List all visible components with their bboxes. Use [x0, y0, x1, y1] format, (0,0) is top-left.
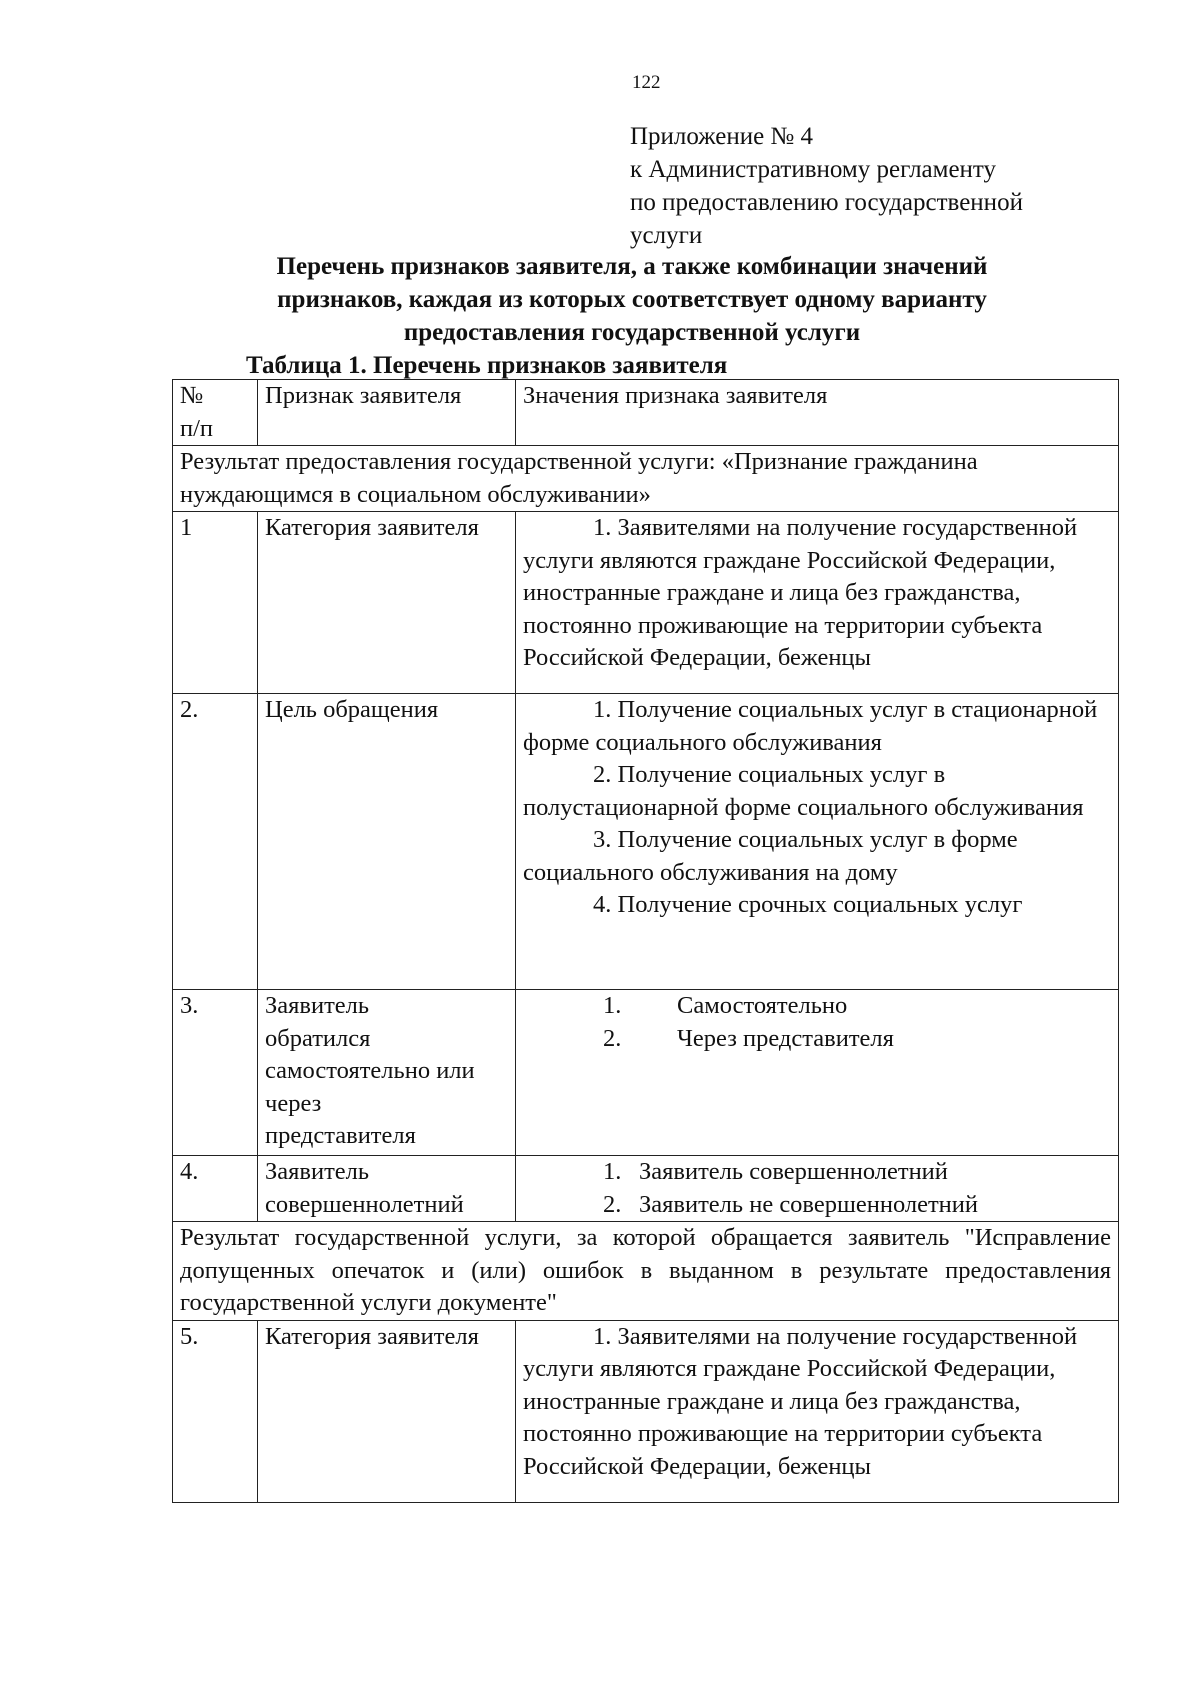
appendix-line: по предоставлению государственной: [630, 189, 1023, 216]
header-num-line: №: [180, 382, 204, 409]
header-values: Значения признака заявителя: [516, 380, 1119, 446]
row-value: [516, 694, 1119, 990]
table-caption: Таблица 1. Перечень признаков заявителя: [246, 352, 728, 379]
row-num: 1: [173, 512, 258, 694]
value-item: [523, 1156, 1111, 1189]
row-attribute: Категория заявителя: [258, 1320, 516, 1502]
table-row: [173, 512, 1119, 694]
appendix-line: Приложение № 4: [630, 123, 814, 150]
item-text: Через представителя: [677, 1024, 894, 1052]
value-item: 2. Получение социальных услуг в полустационарной форме социального обслуживания: [523, 761, 1084, 821]
item-text: Самостоятельно: [677, 992, 848, 1019]
title-line: предоставления государственной услуги: [403, 319, 861, 346]
header-num-line: п/п: [180, 414, 214, 442]
table-header-row: [173, 380, 1119, 446]
row-value: [516, 1156, 1119, 1222]
row-num: 5.: [173, 1320, 258, 1502]
item-number: 1.: [603, 992, 622, 1019]
table-row: [173, 990, 1119, 1156]
value-paragraph: 1. Заявителями на получение государственной услуги являются граждане Российской Федерации, иностранные граждане и лица без гражданства, постоянно проживающие на территории субъекта Российской Федерации, беженцы: [523, 1322, 1078, 1480]
value-item: [523, 1189, 1111, 1222]
row-num: 3.: [173, 990, 258, 1156]
title-line: Перечень признаков заявителя, а также комбинации значений: [276, 253, 988, 280]
row-value: [516, 512, 1119, 694]
item-number: 2.: [603, 1190, 622, 1218]
value-item: 1. Получение социальных услуг в стационарной форме социального обслуживания: [523, 696, 1098, 756]
value-paragraph: 1. Заявителями на получение государственной услуги являются граждане Российской Федерации, иностранные граждане и лица без гражданства, постоянно проживающие на территории субъекта Российской Федерации, беженцы: [523, 514, 1078, 671]
value-item: [523, 1023, 1111, 1056]
attributes-table: [172, 379, 1119, 1503]
document-title: [172, 250, 1092, 349]
section-row: [173, 1222, 1119, 1321]
row-attribute: Заявитель обратился самостоятельно или через представителя: [258, 990, 516, 1156]
page-number: 122: [632, 72, 661, 93]
appendix-block: [630, 120, 1023, 252]
row-attribute: Заявитель совершеннолетний: [258, 1156, 516, 1222]
row-value: [516, 1320, 1119, 1502]
item-text: Заявитель не совершеннолетний: [639, 1190, 979, 1218]
title-line: признаков, каждая из которых соответствует одному варианту: [277, 286, 987, 313]
row-attribute: Категория заявителя: [258, 512, 516, 694]
table-row: [173, 1156, 1119, 1222]
appendix-line: к Административному регламенту: [630, 156, 997, 183]
item-text: Заявитель совершеннолетний: [639, 1158, 948, 1185]
row-num: 2.: [173, 694, 258, 990]
table-row: [173, 694, 1119, 990]
header-num: [173, 380, 258, 446]
appendix-line: услуги: [630, 222, 703, 249]
table-row: [173, 1320, 1119, 1502]
section-row: [173, 446, 1119, 512]
section-title: Результат государственной услуги, за которой обращается заявитель "Исправление допущенных опечаток и (или) ошибок в выданном в результате предоставления государственной услуги документе": [173, 1222, 1119, 1321]
row-attribute: Цель обращения: [258, 694, 516, 990]
item-number: 1.: [603, 1158, 622, 1185]
row-num: 4.: [173, 1156, 258, 1222]
row-value: [516, 990, 1119, 1156]
value-item: 3. Получение социальных услуг в форме социального обслуживания на дому: [523, 826, 1018, 886]
header-attribute: Признак заявителя: [258, 380, 516, 446]
value-item: [523, 990, 1111, 1023]
item-number: 2.: [603, 1024, 622, 1052]
value-item: 4. Получение срочных социальных услуг: [593, 891, 1023, 918]
section-title: Результат предоставления государственной услуги: «Признание гражданина нуждающимся в социальном обслуживании»: [173, 446, 1119, 512]
